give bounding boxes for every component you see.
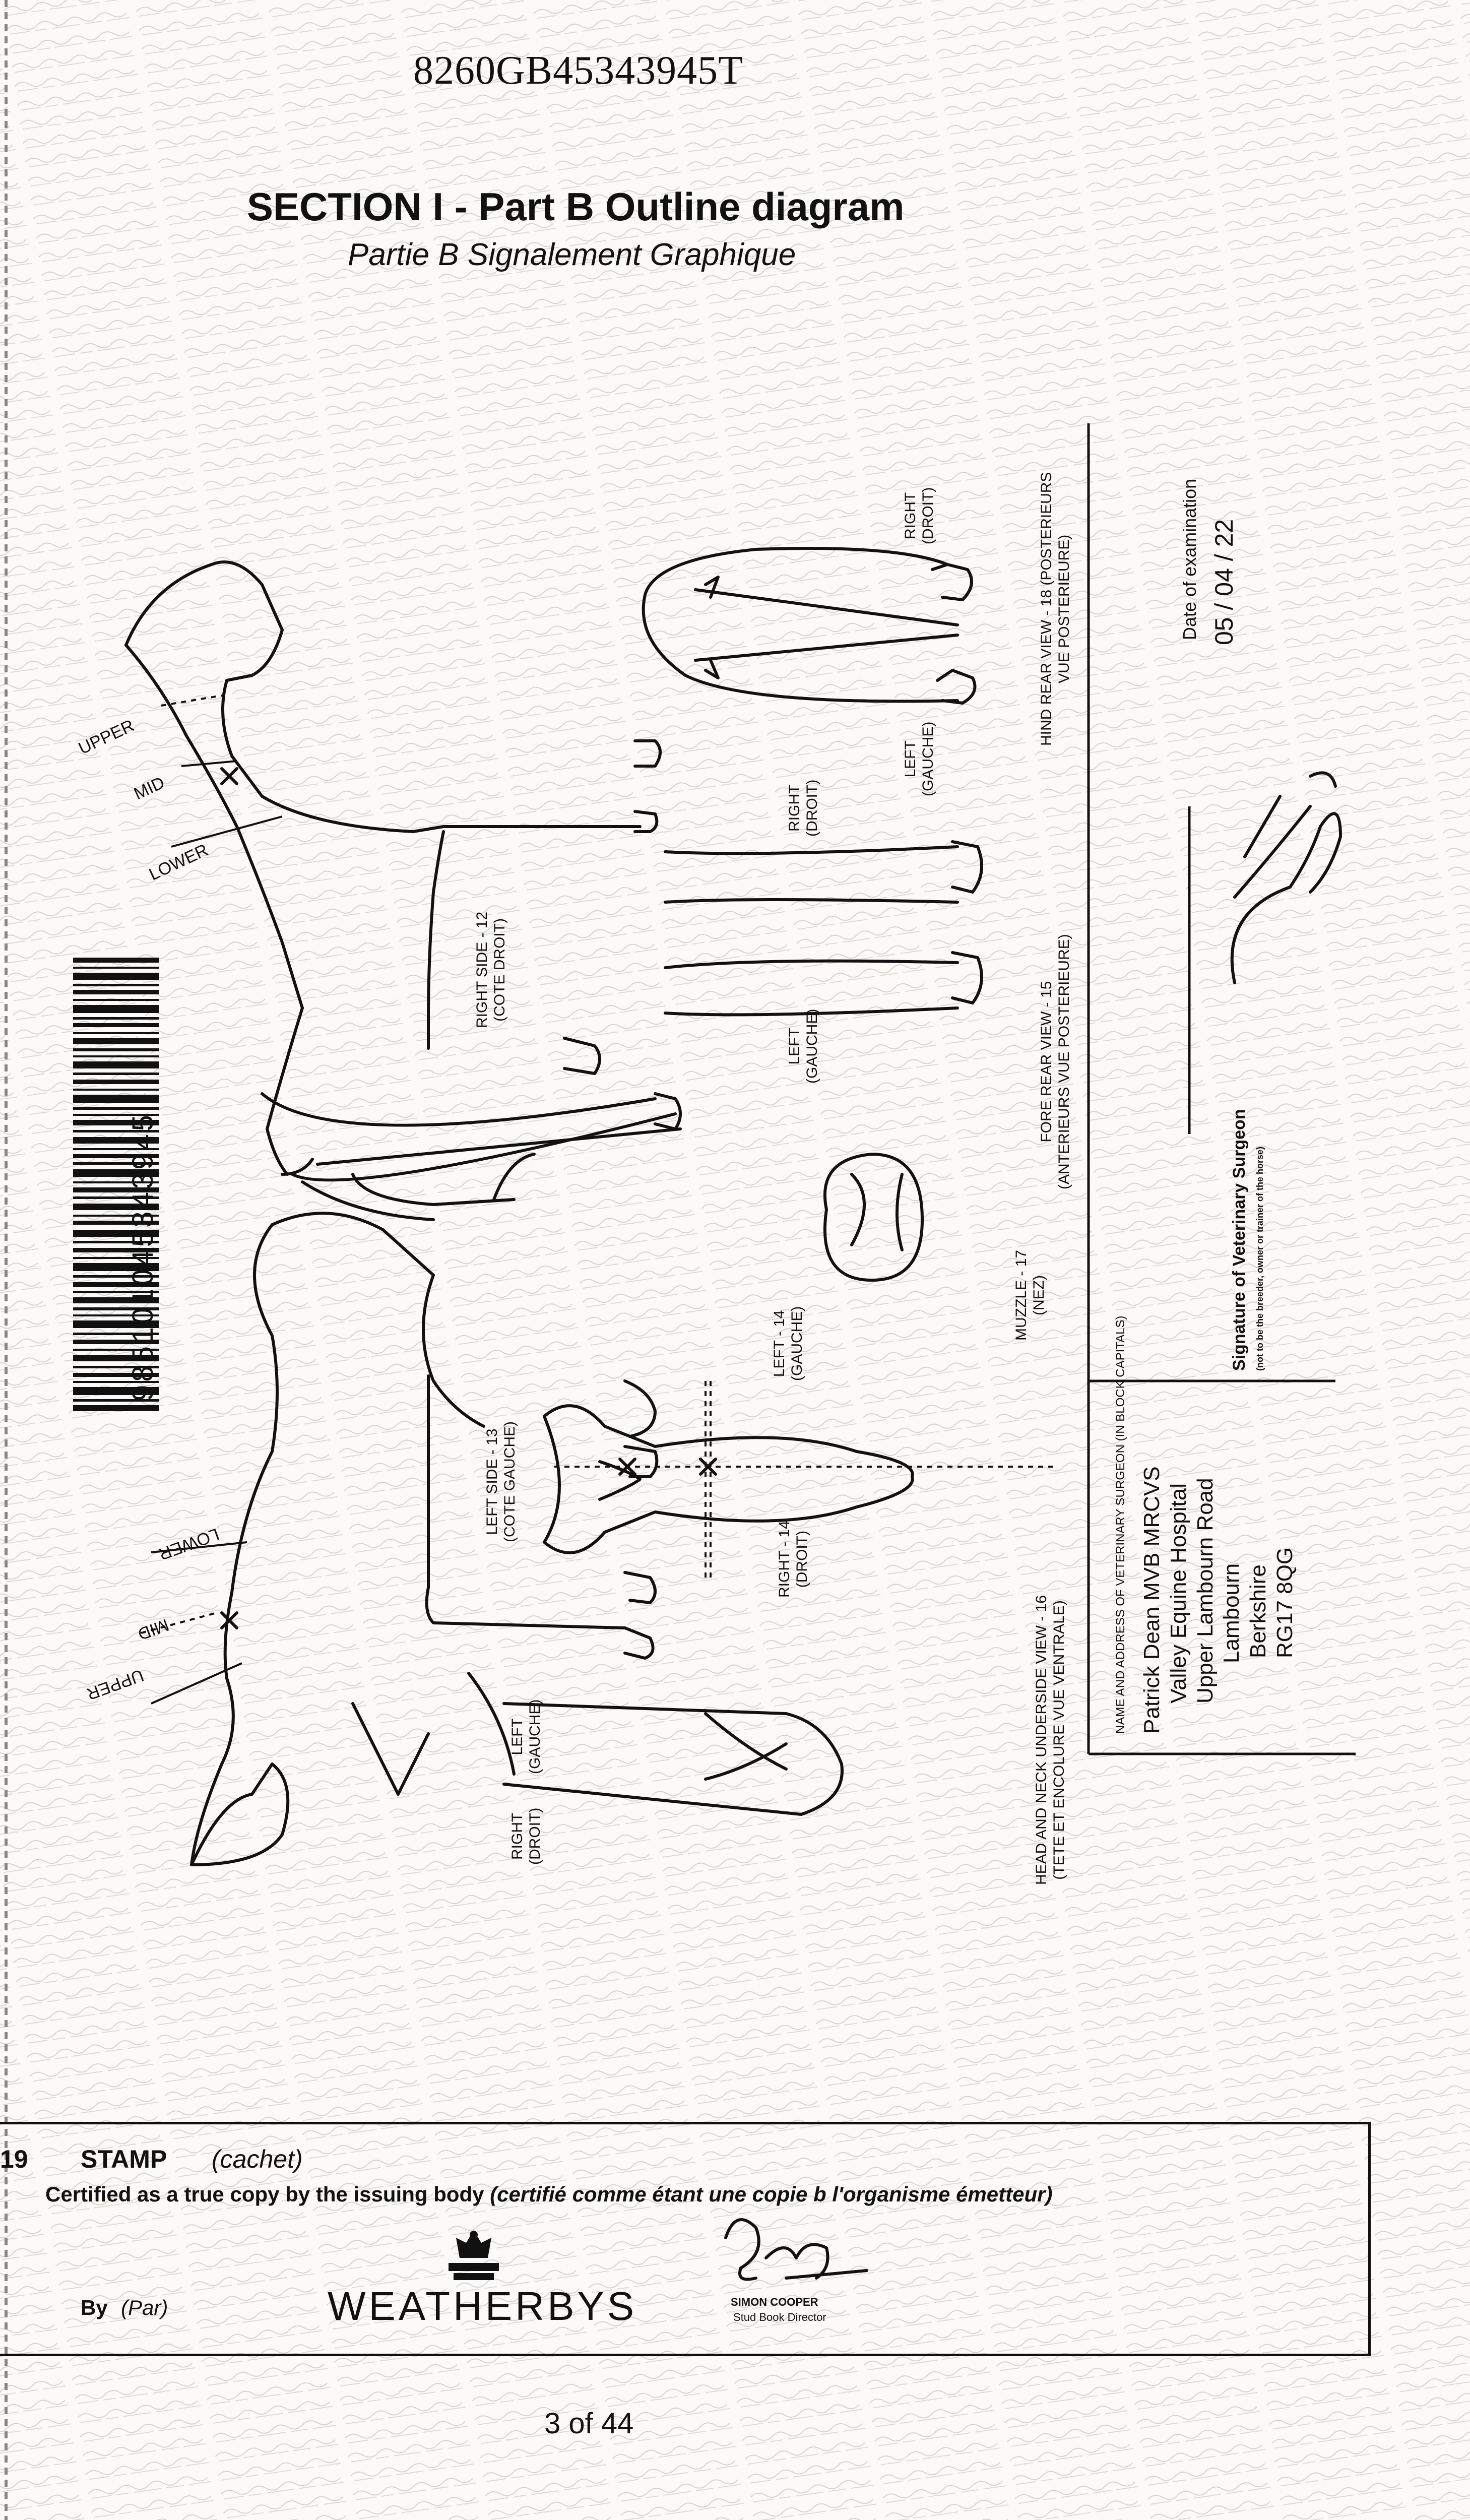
head-neck-underside-label: HEAD AND NECK UNDERSIDE VIEW - 16 (TETE ET ENCOLURE VUE VENTRALE) xyxy=(1033,1595,1067,1885)
upper-marker-label: UPPER xyxy=(76,716,138,759)
certified-en: Certified as a true copy by the issuing body xyxy=(45,2182,484,2206)
mid-marker-label: MID xyxy=(131,773,168,804)
head-front-view-outline xyxy=(544,1406,913,1553)
fore-rear-view-label: FORE REAR VIEW - 15 (ANTERIEURS VUE POSTERIEURE) xyxy=(1038,934,1072,1189)
right-fore-label: RIGHT (DROIT) xyxy=(786,779,820,837)
weatherbys-wordmark: WEATHERBYS xyxy=(328,2284,637,2328)
lower-marker-label: LOWER xyxy=(146,840,212,885)
vet-block-heading: NAME AND ADDRESS OF VETERINARY SURGEON (IN BLOCK CAPITALS) xyxy=(1114,1315,1127,1734)
marking-x xyxy=(222,769,716,1628)
weatherbys-logo-icon xyxy=(443,2228,504,2283)
signatory-title: Stud Book Director xyxy=(733,2311,826,2323)
muzzle-view-label: MUZZLE - 17 (NEZ) xyxy=(1013,1249,1047,1341)
date-label: Date of examination xyxy=(1179,478,1200,640)
vet-address-line-5: RG17 8QG xyxy=(1272,1547,1297,1658)
stamp-box xyxy=(0,2122,1371,2356)
right-hind-label: RIGHT (DROIT) xyxy=(902,487,936,544)
vet-signature-label: Signature of Veterinary Surgeon xyxy=(1230,1109,1249,1371)
stamp-label-fr: (cachet) xyxy=(212,2145,303,2173)
head-left-label: LEFT - 14 (GAUCHE) xyxy=(771,1306,805,1381)
section-subtitle: Partie B Signalement Graphique xyxy=(348,237,796,272)
left-fore-label: LEFT (GAUCHE) xyxy=(786,1009,820,1084)
horse-left-side-outline xyxy=(191,1213,657,1865)
stamp-label: STAMP xyxy=(81,2145,167,2173)
right-underside-label: RIGHT (DROIT) xyxy=(509,1807,543,1865)
vet-signature-stroke xyxy=(1232,773,1340,983)
by-label: By xyxy=(81,2296,108,2319)
hind-rear-view-label: HIND REAR VIEW - 18 (POSTERIEURS VUE POSTERIEURE) xyxy=(1038,472,1072,746)
vet-address-line-1: Valley Equine Hospital xyxy=(1166,1483,1191,1704)
by-label-fr: (Par) xyxy=(121,2296,168,2319)
lower-marker-line xyxy=(171,816,282,847)
mid-marker-label-2: MID xyxy=(135,1615,171,1644)
vet-address-line-2: Upper Lambourn Road xyxy=(1192,1478,1218,1704)
certified-text xyxy=(45,2182,1052,2207)
vet-signature-note: (not to be the breeder, owner or trainer of the horse) xyxy=(1255,1146,1265,1371)
right-side-label: RIGHT SIDE - 12 (COTE DROIT) xyxy=(474,911,508,1028)
section-title: SECTION I - Part B Outline diagram xyxy=(247,184,905,229)
vet-address-line-4: Berkshire xyxy=(1246,1564,1271,1658)
mid-marker-line xyxy=(181,761,237,766)
left-underside-label: LEFT (GAUCHE) xyxy=(509,1699,543,1774)
vet-name: Patrick Dean MVB MRCVS xyxy=(1139,1466,1164,1734)
stamp-number: 19 xyxy=(0,2145,28,2173)
head-right-label: RIGHT - 14 (DROIT) xyxy=(776,1521,810,1598)
lower-marker-label-2: LOWER xyxy=(156,1524,222,1564)
vet-address-block xyxy=(1139,1466,1299,1734)
examination-date: 05 / 04 / 22 xyxy=(1210,519,1238,645)
horse-right-side-outline xyxy=(126,562,680,1220)
signatory-name: SIMON COOPER xyxy=(731,2296,818,2308)
upper-marker-label-2: UPPER xyxy=(84,1665,146,1704)
muzzle-view-outline xyxy=(825,1154,922,1280)
page-number: 3 of 44 xyxy=(544,2407,634,2440)
left-hind-label: LEFT (GAUCHE) xyxy=(902,721,936,796)
hind-rear-view-outline xyxy=(644,548,975,703)
vet-address-line-3: Lambourn xyxy=(1219,1563,1244,1663)
barcode-number: 985101045343945 xyxy=(126,1112,159,1401)
fore-rear-view-outline xyxy=(665,842,982,1015)
certified-fr: (certifié comme étant une copie b l'organisme émetteur) xyxy=(490,2182,1053,2206)
left-side-label: LEFT SIDE - 13 (COTE GAUCHE) xyxy=(484,1421,518,1542)
certificate-id: 8260GB45343945T xyxy=(413,48,743,93)
